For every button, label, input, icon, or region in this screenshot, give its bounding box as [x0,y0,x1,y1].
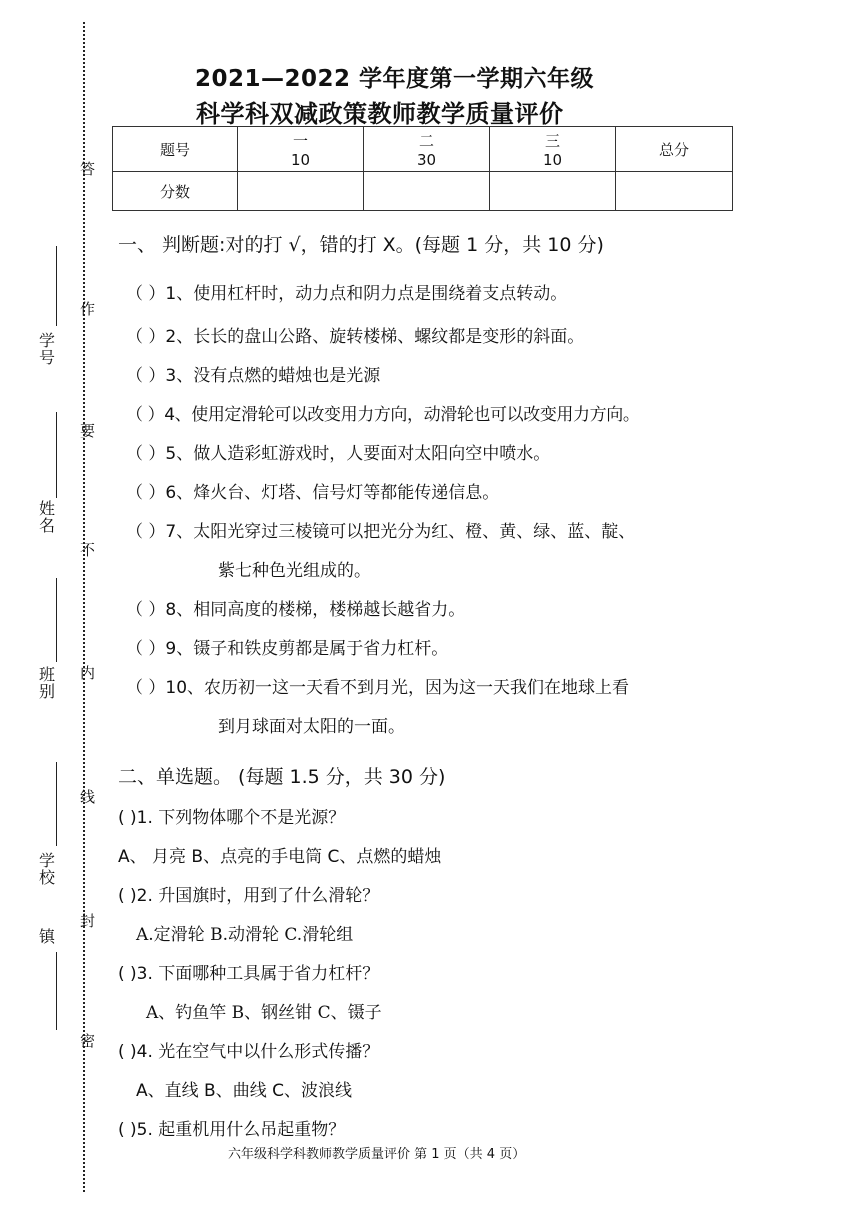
score-cell-1[interactable] [238,172,364,211]
student-name-label: 姓名 [38,499,55,535]
score-cell-total[interactable] [616,172,733,211]
class-line[interactable] [56,578,57,662]
tf-question: （ ）6、烽火台、灯塔、信号灯等都能传递信息。 [126,483,500,503]
student-name-line[interactable] [56,412,57,498]
mc-question: ( )4. 光在空气中以什么形式传播？ [118,1042,380,1062]
mc-options: A.定滑轮 B.动滑轮 C.滑轮组 [136,925,354,945]
mc-options: A、直线 B、曲线 C、波浪线 [136,1081,352,1101]
section-2-heading: 二、单选题。 (每题 1.5 分，共 30 分) [118,766,446,788]
tf-question: （ ）2、长长的盘山公路、旋转楼梯、螺纹都是变形的斜面。 [126,327,585,347]
question-number-header: 题号 [113,127,238,172]
page-title: 2021—2022 学年度第一学期六年级 [195,66,595,92]
class-label: 班别 [38,665,55,701]
seal-char: 要 [80,422,96,440]
score-table [112,126,733,211]
mc-question: ( )1. 下列物体哪个不是光源？ [118,808,346,828]
section-2-cell: 二 30 [364,127,490,172]
mc-options: A、钓鱼竿 B、钢丝钳 C、镊子 [146,1003,382,1023]
mc-question: ( )2. 升国旗时，用到了什么滑轮？ [118,886,380,906]
tf-question: （ ）4、使用定滑轮可以改变用力方向，动滑轮也可以改变用力方向。 [126,405,640,425]
score-cell-3[interactable] [490,172,616,211]
tf-question: （ ）3、没有点燃的蜡烛也是光源 [126,366,381,386]
seal-char: 密 [80,1032,96,1050]
school-label: 学校 [38,851,55,887]
seal-char: 不 [80,541,96,559]
student-id-line[interactable] [56,246,57,326]
tf-question: （ ）9、镊子和铁皮剪都是属于省力杠杆。 [126,639,449,659]
tf-question-continuation: 紫七种色光组成的。 [218,561,371,581]
tf-question: （ ）5、做人造彩虹游戏时，人要面对太阳向空中喷水。 [126,444,551,464]
seal-char: 封 [80,912,96,930]
section-1-cell: 一 10 [238,127,364,172]
section-1-heading: 一、 判断题:对的打 √，错的打 X。(每题 1 分，共 10 分) [118,234,604,256]
school-line[interactable] [56,762,57,846]
tf-question: （ ）10、农历初一这一天看不到月光，因为这一天我们在地球上看 [126,678,630,698]
tf-question: （ ）8、相同高度的楼梯，楼梯越长越省力。 [126,600,466,620]
mc-question: ( )3. 下面哪种工具属于省力杠杆？ [118,964,380,984]
tf-question-continuation: 到月球面对太阳的一面。 [218,717,405,737]
page-subtitle: 科学科双减政策教师教学质量评价 [196,100,564,128]
mc-options: A、 月亮 B、点亮的手电筒 C、点燃的蜡烛 [118,847,442,867]
tf-question: （ ）7、太阳光穿过三棱镜可以把光分为红、橙、黄、绿、蓝、靛、 [126,522,636,542]
town-line[interactable] [56,952,57,1030]
seal-char: 答 [80,160,96,178]
tf-question: （ ）1、使用杠杆时，动力点和阴力点是围绕着支点转动。 [126,284,568,304]
total-header: 总分 [616,127,733,172]
section-3-cell: 三 10 [490,127,616,172]
town-label: 镇 [38,927,55,946]
score-row-label: 分数 [113,172,238,211]
mc-question: ( )5. 起重机用什么吊起重物？ [118,1120,346,1140]
score-cell-2[interactable] [364,172,490,211]
seal-char: 内 [80,664,96,682]
page-footer: 六年级科学科教师教学质量评价 第 1 页（共 4 页） [228,1147,526,1162]
student-id-label: 学号 [38,331,55,367]
seal-char: 作 [80,300,96,318]
binding-dotted-line [83,22,85,1192]
seal-char: 线 [80,788,96,806]
